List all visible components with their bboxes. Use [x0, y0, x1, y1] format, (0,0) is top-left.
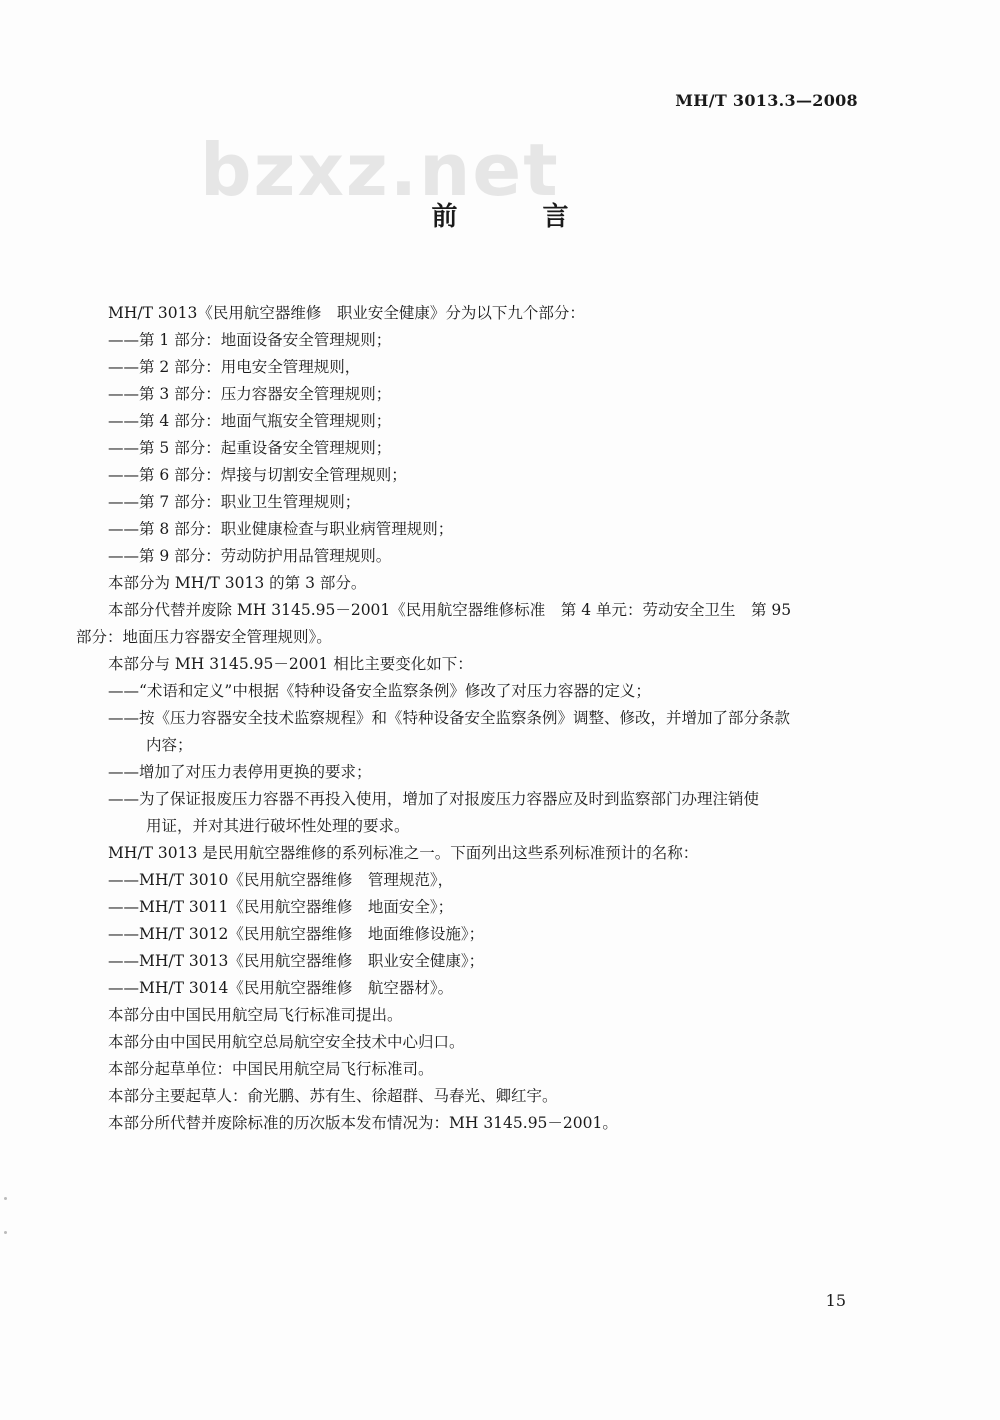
changes-intro: 本部分与 MH 3145.95－2001 相比主要变化如下：	[108, 655, 473, 673]
list-item: ——第 4 部分：地面气瓶安全管理规则；	[108, 412, 392, 430]
scan-mark	[4, 1231, 7, 1234]
list-item: ——第 8 部分：职业健康检查与职业病管理规则；	[108, 520, 454, 538]
series-intro: MH/T 3013 是民用航空器维修的系列标准之一。下面列出这些系列标准预计的名称：	[108, 844, 699, 862]
change-item: ——“术语和定义”中根据《特种设备安全监察条例》修改了对压力容器的定义；	[108, 682, 651, 700]
scan-mark	[4, 1197, 7, 1200]
series-item: ——MH/T 3013《民用航空器维修 职业安全健康》；	[108, 952, 485, 970]
replaces-paragraph-line1: 本部分代替并废除 MH 3145.95－2001《民用航空器维修标准 第 4 单元：劳动安全卫生 第 95	[108, 601, 792, 619]
page-title: 前 言	[431, 202, 607, 232]
change-item-continuation: 用证，并对其进行破坏性处理的要求。	[146, 817, 410, 835]
list-item: ——第 1 部分：地面设备安全管理规则；	[108, 331, 392, 349]
list-item: ——第 3 部分：压力容器安全管理规则；	[108, 385, 392, 403]
replaces-paragraph-line2: 部分：地面压力容器安全管理规则》。	[76, 628, 332, 646]
series-item: ——MH/T 3010《民用航空器维修 管理规范》，	[108, 871, 454, 889]
intro-paragraph: MH/T 3013《民用航空器维修 职业安全健康》分为以下九个部分：	[108, 304, 585, 322]
list-item: ——第 9 部分：劳动防护用品管理规则。	[108, 547, 392, 565]
watermark: bzxz.net	[200, 128, 560, 212]
series-item: ——MH/T 3011《民用航空器维修 地面安全》；	[108, 898, 454, 916]
drafters: 本部分主要起草人：俞光鹏、苏有生、徐超群、马春光、卿红宇。	[108, 1087, 558, 1105]
this-part-paragraph: 本部分为 MH/T 3013 的第 3 部分。	[108, 574, 367, 592]
series-item: ——MH/T 3014《民用航空器维修 航空器材》。	[108, 979, 454, 997]
change-item: ——为了保证报废压力容器不再投入使用，增加了对报废压力容器应及时到监察部门办理注销使	[108, 790, 760, 808]
history: 本部分所代替并废除标准的历次版本发布情况为：MH 3145.95－2001。	[108, 1114, 618, 1132]
change-item: ——按《压力容器安全技术监察规程》和《特种设备安全监察条例》调整、修改，并增加了部分条款	[108, 709, 791, 727]
drafted-by: 本部分起草单位：中国民用航空局飞行标准司。	[108, 1060, 434, 1078]
series-item: ——MH/T 3012《民用航空器维修 地面维修设施》；	[108, 925, 485, 943]
foreword-body	[76, 300, 868, 1137]
change-item-continuation: 内容；	[146, 736, 193, 754]
standard-code: MH/T 3013.3—2008	[675, 91, 858, 110]
proposed-by: 本部分由中国民用航空局飞行标准司提出。	[108, 1006, 403, 1024]
list-item: ——第 2 部分：用电安全管理规则，	[108, 358, 361, 376]
list-item: ——第 7 部分：职业卫生管理规则；	[108, 493, 361, 511]
page-number: 15	[825, 1291, 846, 1310]
list-item: ——第 5 部分：起重设备安全管理规则；	[108, 439, 392, 457]
change-item: ——增加了对压力表停用更换的要求；	[108, 763, 372, 781]
list-item: ——第 6 部分：焊接与切割安全管理规则；	[108, 466, 407, 484]
managed-by: 本部分由中国民用航空总局航空安全技术中心归口。	[108, 1033, 465, 1051]
